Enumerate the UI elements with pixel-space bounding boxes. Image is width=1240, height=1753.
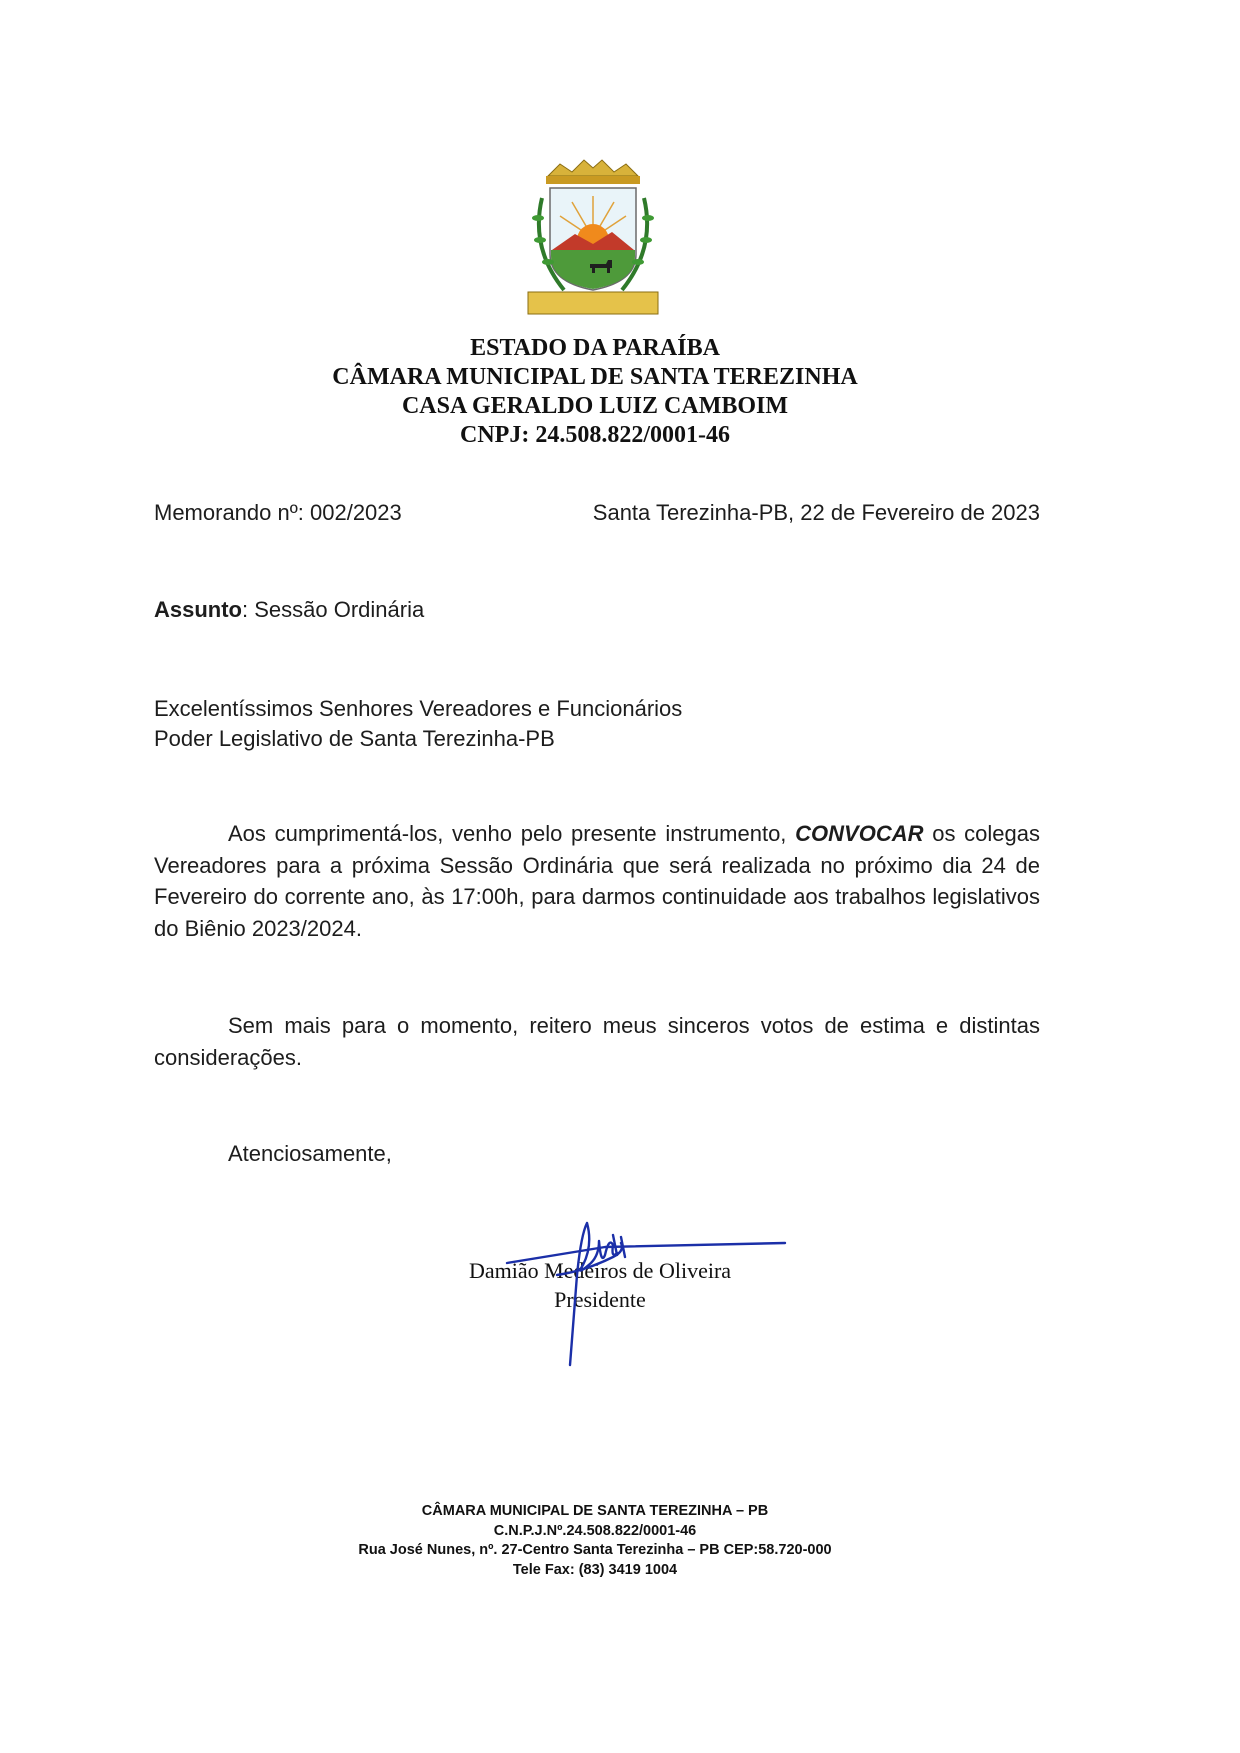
document-header: [0, 334, 1190, 450]
footer-address: Rua José Nunes, nº. 27-Centro Santa Terezinha – PB CEP:58.720-000: [358, 1542, 832, 1558]
subject-value: : Sessão Ordinária: [242, 597, 425, 622]
memo-line: [154, 500, 1040, 530]
subject-label: Assunto: [154, 597, 242, 622]
footer-phone: Tele Fax: (83) 3419 1004: [512, 1561, 678, 1578]
regards-paragraph: [154, 1010, 1040, 1073]
subject-line: [154, 597, 424, 623]
paragraph2-text: Sem mais para o momento, reitero meus sinceros votos de estima e distintas considerações.: [154, 1013, 1040, 1070]
memo-number: Memorando nº: 002/2023: [154, 500, 402, 525]
header-house: CASA GERALDO LUIZ CAMBOIM: [401, 393, 789, 419]
signatory-name: Damião Medeiros de Oliveira: [468, 1258, 732, 1283]
footer-chamber: CÂMARA MUNICIPAL DE SANTA TEREZINHA – PB: [421, 1503, 769, 1519]
footer-cnpj: C.N.P.J.Nº.24.508.822/0001-46: [493, 1522, 697, 1539]
convocation-paragraph: [154, 818, 1040, 944]
closing: Atenciosamente,: [228, 1141, 392, 1166]
recipients-line-2: Poder Legislativo de Santa Terezinha-PB: [154, 726, 555, 751]
header-cnpj: CNPJ: 24.508.822/0001-46: [460, 422, 730, 448]
signatory-title: Presidente: [554, 1287, 646, 1312]
handwritten-signature: [495, 1215, 795, 1375]
header-state: ESTADO DA PARAÍBA: [470, 335, 720, 361]
convocar-emphasis: CONVOCAR: [795, 821, 924, 846]
recipients-line-1: Excelentíssimos Senhores Vereadores e Funcionários: [154, 696, 683, 721]
memo-place-date: Santa Terezinha-PB, 22 de Fevereiro de 2023: [592, 500, 1040, 525]
header-chamber: CÂMARA MUNICIPAL DE SANTA TEREZINHA: [332, 364, 858, 390]
document-footer: [0, 1502, 1190, 1580]
paragraph1-before: Aos cumprimentá-los, venho pelo presente instrumento,: [228, 821, 796, 846]
municipal-coat-of-arms: [520, 158, 666, 316]
recipients: [154, 694, 682, 754]
paragraph1-after: os colegas Vereadores para a próxima Sessão Ordinária que será realizada no próximo dia 24 de Fevereiro do corrente ano, às 17:00h, para darmos continuidade aos trabalhos legislativos do Biênio 2023/2024.: [154, 821, 1040, 941]
